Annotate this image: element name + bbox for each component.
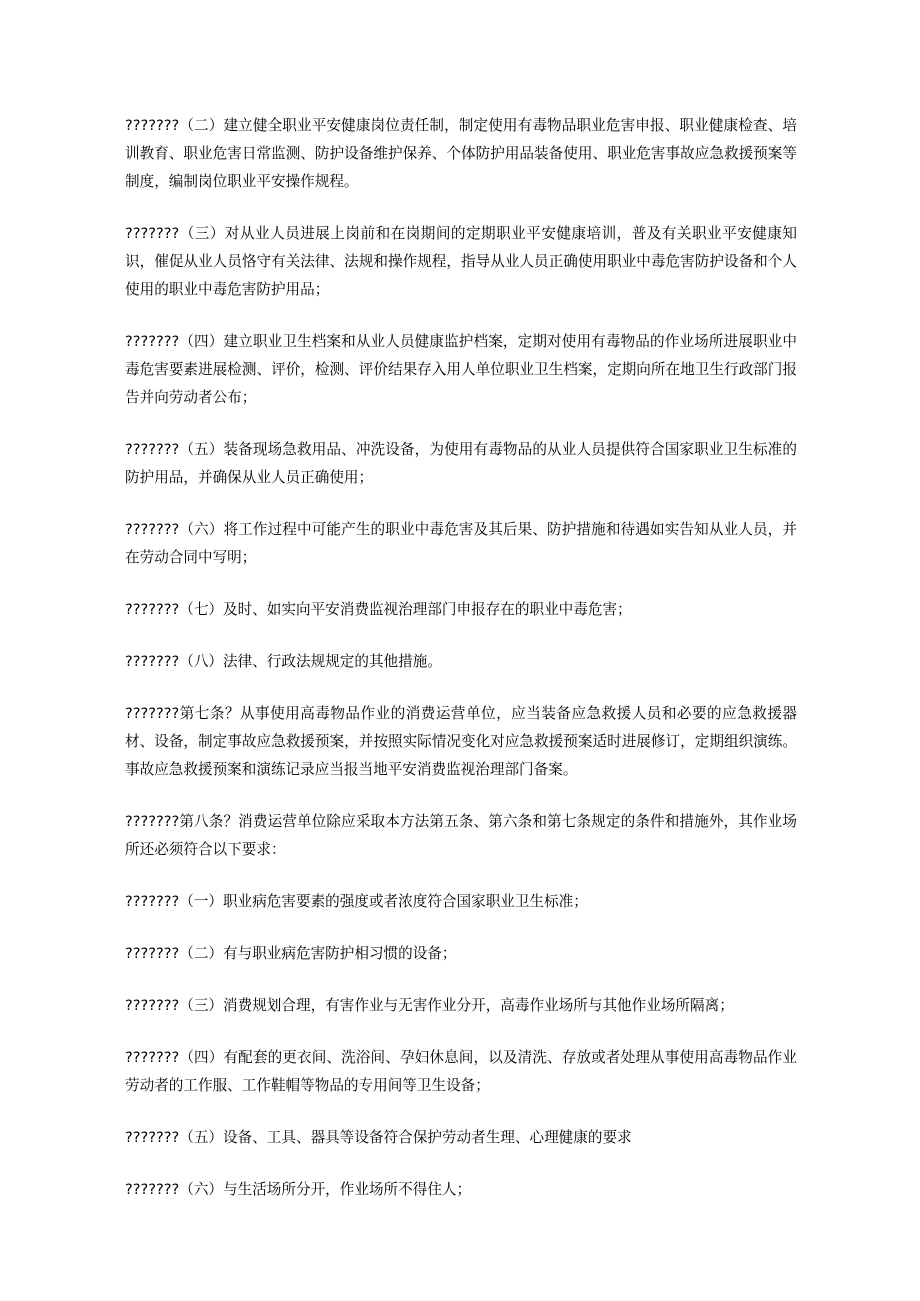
paragraph-item-8: ???????（八）法律、行政法规规定的其他措施。: [125, 653, 442, 670]
document-body: [125, 112, 797, 1228]
paragraph-item-5: ???????（五）装备现场急救用品、冲洗设备，为使用有毒物品的从业人员提供符合国家职业卫生标准的防护用品，并确保从业人员正确使用；: [125, 441, 797, 486]
article-8-paragraph: ???????第八条？消费运营单位除应采取本方法第五条、第六条和第七条规定的条件和措施外，其作业场所还必须符合以下要求：: [125, 813, 797, 858]
paragraph-item-3: ???????（三）对从业人员进展上岗前和在岗期间的定期职业平安健康培训，普及有关职业平安健康知识，催促从业人员恪守有关法律、法规和操作规程，指导从业人员正确使用职业中毒危害防护设备和个人使用的职业中毒危害防护用品；: [125, 225, 797, 298]
requirement-item-3: ???????（三）消费规划合理，有害作业与无害作业分开，高毒作业场所与其他作业场所隔离；: [125, 997, 734, 1014]
paragraph-item-7: ???????（七）及时、如实向平安消费监视治理部门申报存在的职业中毒危害；: [125, 601, 632, 618]
paragraph-item-6: ???????（六）将工作过程中可能产生的职业中毒危害及其后果、防护措施和待遇如实告知从业人员，并在劳动合同中写明；: [125, 521, 797, 566]
paragraph-item-4: ???????（四）建立职业卫生档案和从业人员健康监护档案，定期对使用有毒物品的作业场所进展职业中毒危害要素进展检测、评价，检测、评价结果存入用人单位职业卫生档案，定期向所在地卫生行政部门报告并向劳动者公布；: [125, 333, 797, 406]
requirement-item-4: ???????（四）有配套的更衣间、洗浴间、孕妇休息间，以及清洗、存放或者处理从事使用高毒物品作业劳动者的工作服、工作鞋帽等物品的专用间等卫生设备；: [125, 1049, 797, 1094]
requirement-item-1: ???????（一）职业病危害要素的强度或者浓度符合国家职业卫生标准；: [125, 893, 588, 910]
paragraph-item-2: ???????（二）建立健全职业平安健康岗位责任制，制定使用有毒物品职业危害申报、职业健康检查、培训教育、职业危害日常监测、防护设备维护保养、个体防护用品装备使用、职业危害事故应急救援预案等制度，编制岗位职业平安操作规程。: [125, 117, 797, 190]
article-7-paragraph: ???????第七条？从事使用高毒物品作业的消费运营单位，应当装备应急救援人员和必要的应急救援器材、设备，制定事故应急救援预案，并按照实际情况变化对应急救援预案适时进展修订，定期组织演练。事故应急救援预案和演练记录应当报当地平安消费监视治理部门备案。: [125, 705, 797, 778]
requirement-item-6: ???????（六）与生活场所分开，作业场所不得住人；: [125, 1181, 472, 1198]
requirement-item-2: ???????（二）有与职业病危害防护相习惯的设备；: [125, 945, 457, 962]
requirement-item-5: ???????（五）设备、工具、器具等设备符合保护劳动者生理、心理健康的要求: [125, 1129, 632, 1146]
